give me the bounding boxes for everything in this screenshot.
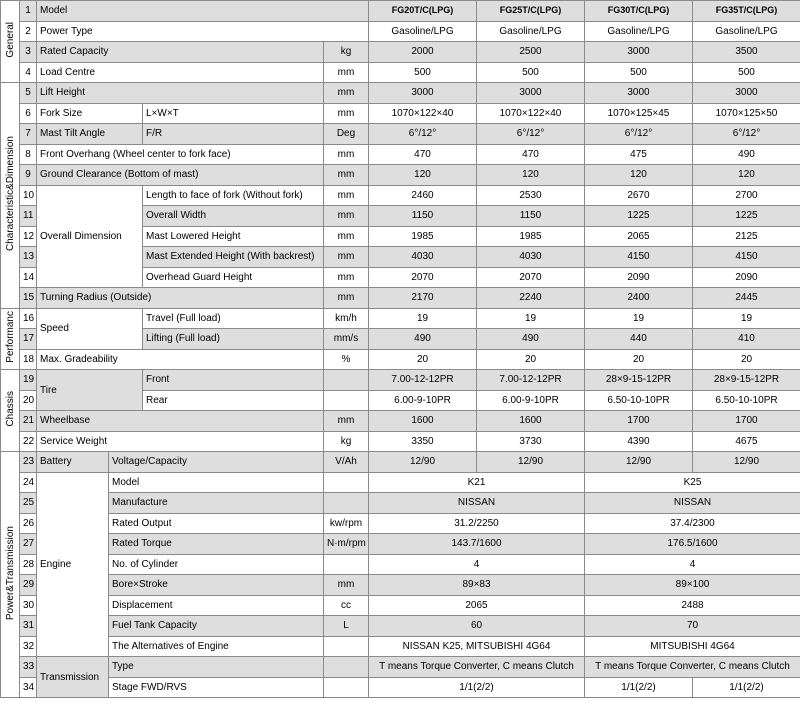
cell-value: 1070×125×45 [585, 103, 693, 124]
cell-value: 6°/12° [369, 124, 477, 145]
cell-value: 1225 [693, 206, 800, 227]
table-row [1, 42, 800, 63]
cell-value: 475 [585, 144, 693, 165]
table-row [1, 349, 800, 370]
cell-value: 6.00-9-10PR [369, 390, 477, 411]
row-label: Service Weight [37, 431, 324, 452]
row-sublabel: Rated Output [109, 513, 324, 534]
cell-value: 2065 [369, 595, 585, 616]
cell-value: 470 [477, 144, 585, 165]
cell-value: 89×100 [585, 575, 800, 596]
cell-value: 470 [369, 144, 477, 165]
cell-value: 4150 [585, 247, 693, 268]
unit-cell: mm [324, 288, 369, 309]
cell-value: Gasoline/LPG [369, 21, 477, 42]
cell-value: 500 [693, 62, 800, 83]
cell-value: 1600 [477, 411, 585, 432]
cell-value: 2445 [693, 288, 800, 309]
cell-value: 4 [369, 554, 585, 575]
cell-value: 31.2/2250 [369, 513, 585, 534]
cell-value: 2240 [477, 288, 585, 309]
cell-value: Gasoline/LPG [477, 21, 585, 42]
cell-value: NISSAN K25, MITSUBISHI 4G64 [369, 636, 585, 657]
cell-value: 20 [369, 349, 477, 370]
row-sublabel: Fuel Tank Capacity [109, 616, 324, 637]
row-number: 29 [20, 575, 37, 596]
unit-cell [324, 636, 369, 657]
row-number: 1 [20, 1, 37, 22]
unit-cell: mm [324, 144, 369, 165]
row-label: Battery [37, 452, 109, 473]
row-number: 15 [20, 288, 37, 309]
table-row [1, 21, 800, 42]
table-row [1, 677, 800, 698]
table-row [1, 513, 800, 534]
unit-cell: mm [324, 267, 369, 288]
cell-value: 12/90 [585, 452, 693, 473]
row-sublabel: Mast Extended Height (With backrest) [143, 247, 324, 268]
row-sublabel: No. of Cylinder [109, 554, 324, 575]
table-row [1, 595, 800, 616]
cell-value: 1985 [369, 226, 477, 247]
row-number: 21 [20, 411, 37, 432]
row-sublabel: Travel (Full load) [143, 308, 324, 329]
row-sublabel: Type [109, 657, 324, 678]
row-label-engine: Engine [37, 472, 109, 657]
cell-value: 1070×125×50 [693, 103, 800, 124]
row-label: Ground Clearance (Bottom of mast) [37, 165, 324, 186]
cell-value: 2090 [693, 267, 800, 288]
row-number: 17 [20, 329, 37, 350]
row-sublabel: Bore×Stroke [109, 575, 324, 596]
table-row [1, 83, 800, 104]
cell-value: 1600 [369, 411, 477, 432]
group-general: General [1, 1, 20, 83]
group-chassis: Chassis [1, 370, 20, 452]
cell-value: T means Torque Converter, C means Clutch [585, 657, 800, 678]
row-number: 5 [20, 83, 37, 104]
table-row [1, 554, 800, 575]
cell-value: 3350 [369, 431, 477, 452]
row-number: 11 [20, 206, 37, 227]
cell-value: 19 [585, 308, 693, 329]
table-row [1, 575, 800, 596]
cell-value: 12/90 [693, 452, 800, 473]
cell-value: K25 [585, 472, 800, 493]
cell-value: 120 [477, 165, 585, 186]
cell-value: 2090 [585, 267, 693, 288]
cell-value: 20 [585, 349, 693, 370]
row-sublabel: F/R [143, 124, 324, 145]
row-number: 27 [20, 534, 37, 555]
row-number: 30 [20, 595, 37, 616]
cell-value: K21 [369, 472, 585, 493]
cell-value: Gasoline/LPG [693, 21, 800, 42]
row-sublabel: Manufacture [109, 493, 324, 514]
row-sublabel: L×W×T [143, 103, 324, 124]
cell-value: 2670 [585, 185, 693, 206]
table-row [1, 103, 800, 124]
cell-value: 1150 [477, 206, 585, 227]
cell-value: 1/1(2/2) [585, 677, 693, 698]
cell-value: 3730 [477, 431, 585, 452]
cell-value: Gasoline/LPG [585, 21, 693, 42]
row-number: 25 [20, 493, 37, 514]
cell-value: 6.50-10-10PR [585, 390, 693, 411]
row-number: 23 [20, 452, 37, 473]
row-sublabel: Displacement [109, 595, 324, 616]
unit-cell: V/Ah [324, 452, 369, 473]
unit-cell: mm [324, 83, 369, 104]
cell-value: 143.7/1600 [369, 534, 585, 555]
table-row [1, 411, 800, 432]
table-row [1, 636, 800, 657]
cell-value: 28×9-15-12PR [693, 370, 800, 391]
row-sublabel: The Alternatives of Engine [109, 636, 324, 657]
cell-value: 3000 [585, 83, 693, 104]
cell-value: 1150 [369, 206, 477, 227]
row-sublabel: Stage FWD/RVS [109, 677, 324, 698]
row-number: 33 [20, 657, 37, 678]
group-characteristic-dimension: Characteristic&Dimension [1, 83, 20, 309]
unit-cell: mm [324, 103, 369, 124]
row-sublabel: Front [143, 370, 324, 391]
cell-value: 4 [585, 554, 800, 575]
row-number: 4 [20, 62, 37, 83]
table-row [1, 431, 800, 452]
cell-value: 2700 [693, 185, 800, 206]
unit-cell: mm [324, 226, 369, 247]
unit-cell: km/h [324, 308, 369, 329]
cell-value: 490 [369, 329, 477, 350]
unit-cell: L [324, 616, 369, 637]
group-power-transmission: Power&Transmission [1, 452, 20, 698]
cell-value: 6°/12° [585, 124, 693, 145]
row-number: 22 [20, 431, 37, 452]
row-label: Fork Size [37, 103, 143, 124]
row-number: 14 [20, 267, 37, 288]
row-number: 32 [20, 636, 37, 657]
table-row [1, 124, 800, 145]
cell-value: 20 [477, 349, 585, 370]
unit-cell: mm [324, 411, 369, 432]
model-header-1: FG20T/C(LPG) [369, 1, 477, 22]
cell-value: 4030 [369, 247, 477, 268]
row-number: 12 [20, 226, 37, 247]
cell-value: 2488 [585, 595, 800, 616]
unit-cell: mm [324, 185, 369, 206]
unit-cell [324, 493, 369, 514]
table-row [1, 62, 800, 83]
cell-value: 19 [369, 308, 477, 329]
row-label: Wheelbase [37, 411, 324, 432]
unit-cell: % [324, 349, 369, 370]
model-header-3: FG30T/C(LPG) [585, 1, 693, 22]
row-sublabel: Voltage/Capacity [109, 452, 324, 473]
cell-value: T means Torque Converter, C means Clutch [369, 657, 585, 678]
cell-value: 2460 [369, 185, 477, 206]
cell-value: 2530 [477, 185, 585, 206]
row-sublabel: Length to face of fork (Without fork) [143, 185, 324, 206]
unit-cell [324, 657, 369, 678]
cell-value: 2500 [477, 42, 585, 63]
row-label-tire: Tire [37, 370, 143, 411]
cell-value: 60 [369, 616, 585, 637]
row-label-transmission: Transmission [37, 657, 109, 698]
row-sublabel: Overall Width [143, 206, 324, 227]
table-row [1, 1, 800, 22]
cell-value: 490 [693, 144, 800, 165]
cell-value: 4030 [477, 247, 585, 268]
unit-cell: mm [324, 247, 369, 268]
cell-value: 7.00-12-12PR [369, 370, 477, 391]
cell-value: 490 [477, 329, 585, 350]
cell-value: 1700 [693, 411, 800, 432]
row-label: Lift Height [37, 83, 324, 104]
cell-value: 2170 [369, 288, 477, 309]
table-row [1, 308, 800, 329]
row-number: 9 [20, 165, 37, 186]
cell-value: 500 [585, 62, 693, 83]
unit-cell: mm [324, 206, 369, 227]
model-header-4: FG35T/C(LPG) [693, 1, 800, 22]
group-performance: Performanc [1, 308, 20, 370]
row-label-overall-dimension: Overall Dimension [37, 185, 143, 288]
row-number: 34 [20, 677, 37, 698]
cell-value: 89×83 [369, 575, 585, 596]
cell-value: 19 [693, 308, 800, 329]
row-number: 2 [20, 21, 37, 42]
row-number: 20 [20, 390, 37, 411]
row-number: 26 [20, 513, 37, 534]
cell-value: 2070 [369, 267, 477, 288]
unit-cell: kw/rpm [324, 513, 369, 534]
row-number: 28 [20, 554, 37, 575]
row-number: 3 [20, 42, 37, 63]
cell-value: 7.00-12-12PR [477, 370, 585, 391]
table-row [1, 452, 800, 473]
row-label: Turning Radius (Outside) [37, 288, 324, 309]
table-row [1, 144, 800, 165]
row-sublabel: Lifting (Full load) [143, 329, 324, 350]
cell-value: 2125 [693, 226, 800, 247]
cell-value: 4675 [693, 431, 800, 452]
cell-value: 3000 [693, 83, 800, 104]
table-row [1, 534, 800, 555]
row-sublabel: Overhead Guard Height [143, 267, 324, 288]
row-sublabel: Rear [143, 390, 324, 411]
unit-cell: cc [324, 595, 369, 616]
cell-value: 120 [585, 165, 693, 186]
cell-value: 28×9-15-12PR [585, 370, 693, 391]
unit-cell: Deg [324, 124, 369, 145]
cell-value: 6°/12° [477, 124, 585, 145]
cell-value: 12/90 [477, 452, 585, 473]
unit-cell: kg [324, 42, 369, 63]
cell-value: 2400 [585, 288, 693, 309]
cell-value: 6°/12° [693, 124, 800, 145]
row-sublabel: Model [109, 472, 324, 493]
model-header-2: FG25T/C(LPG) [477, 1, 585, 22]
table-row [1, 616, 800, 637]
cell-value: 1070×122×40 [477, 103, 585, 124]
cell-value: 176.5/1600 [585, 534, 800, 555]
row-label: Front Overhang (Wheel center to fork face) [37, 144, 324, 165]
cell-value: 1/1(2/2) [369, 677, 585, 698]
table-row [1, 288, 800, 309]
cell-value: 20 [693, 349, 800, 370]
cell-value: 120 [693, 165, 800, 186]
cell-value: 3000 [369, 83, 477, 104]
unit-cell: mm [324, 165, 369, 186]
cell-value: 6.50-10-10PR [693, 390, 800, 411]
cell-value: 37.4/2300 [585, 513, 800, 534]
table-row [1, 370, 800, 391]
unit-cell: mm [324, 575, 369, 596]
cell-value: NISSAN [585, 493, 800, 514]
cell-value: 120 [369, 165, 477, 186]
row-number: 7 [20, 124, 37, 145]
cell-value: 1225 [585, 206, 693, 227]
row-number: 24 [20, 472, 37, 493]
unit-cell [324, 677, 369, 698]
cell-value: 500 [369, 62, 477, 83]
cell-value: 12/90 [369, 452, 477, 473]
row-sublabel: Rated Torque [109, 534, 324, 555]
cell-value: 3000 [585, 42, 693, 63]
row-number: 8 [20, 144, 37, 165]
cell-value: 19 [477, 308, 585, 329]
cell-value: 6.00-9-10PR [477, 390, 585, 411]
row-sublabel: Mast Lowered Height [143, 226, 324, 247]
cell-value: 2000 [369, 42, 477, 63]
cell-value: 70 [585, 616, 800, 637]
cell-value: 1985 [477, 226, 585, 247]
row-number: 10 [20, 185, 37, 206]
row-number: 18 [20, 349, 37, 370]
cell-value: 3500 [693, 42, 800, 63]
cell-value: 3000 [477, 83, 585, 104]
table-row [1, 472, 800, 493]
unit-cell: mm/s [324, 329, 369, 350]
unit-cell [324, 472, 369, 493]
cell-value: 4150 [693, 247, 800, 268]
unit-cell [324, 370, 369, 391]
cell-value: NISSAN [369, 493, 585, 514]
unit-cell: N·m/rpm [324, 534, 369, 555]
row-label: Power Type [37, 21, 369, 42]
table-row [1, 657, 800, 678]
row-label: Model [37, 1, 369, 22]
row-label: Load Centre [37, 62, 324, 83]
unit-cell [324, 390, 369, 411]
table-row [1, 493, 800, 514]
unit-cell: mm [324, 62, 369, 83]
row-number: 6 [20, 103, 37, 124]
row-number: 31 [20, 616, 37, 637]
row-number: 19 [20, 370, 37, 391]
unit-cell [324, 554, 369, 575]
row-label: Mast Tilt Angle [37, 124, 143, 145]
row-number: 13 [20, 247, 37, 268]
table-row [1, 185, 800, 206]
cell-value: 1/1(2/2) [693, 677, 800, 698]
table-row [1, 165, 800, 186]
cell-value: 2070 [477, 267, 585, 288]
unit-cell: kg [324, 431, 369, 452]
cell-value: 1070×122×40 [369, 103, 477, 124]
cell-value: 2065 [585, 226, 693, 247]
row-label: Max. Gradeability [37, 349, 324, 370]
cell-value: 410 [693, 329, 800, 350]
row-label-speed: Speed [37, 308, 143, 349]
cell-value: 500 [477, 62, 585, 83]
row-label: Rated Capacity [37, 42, 324, 63]
cell-value: 440 [585, 329, 693, 350]
cell-value: MITSUBISHI 4G64 [585, 636, 800, 657]
cell-value: 1700 [585, 411, 693, 432]
cell-value: 4390 [585, 431, 693, 452]
row-number: 16 [20, 308, 37, 329]
